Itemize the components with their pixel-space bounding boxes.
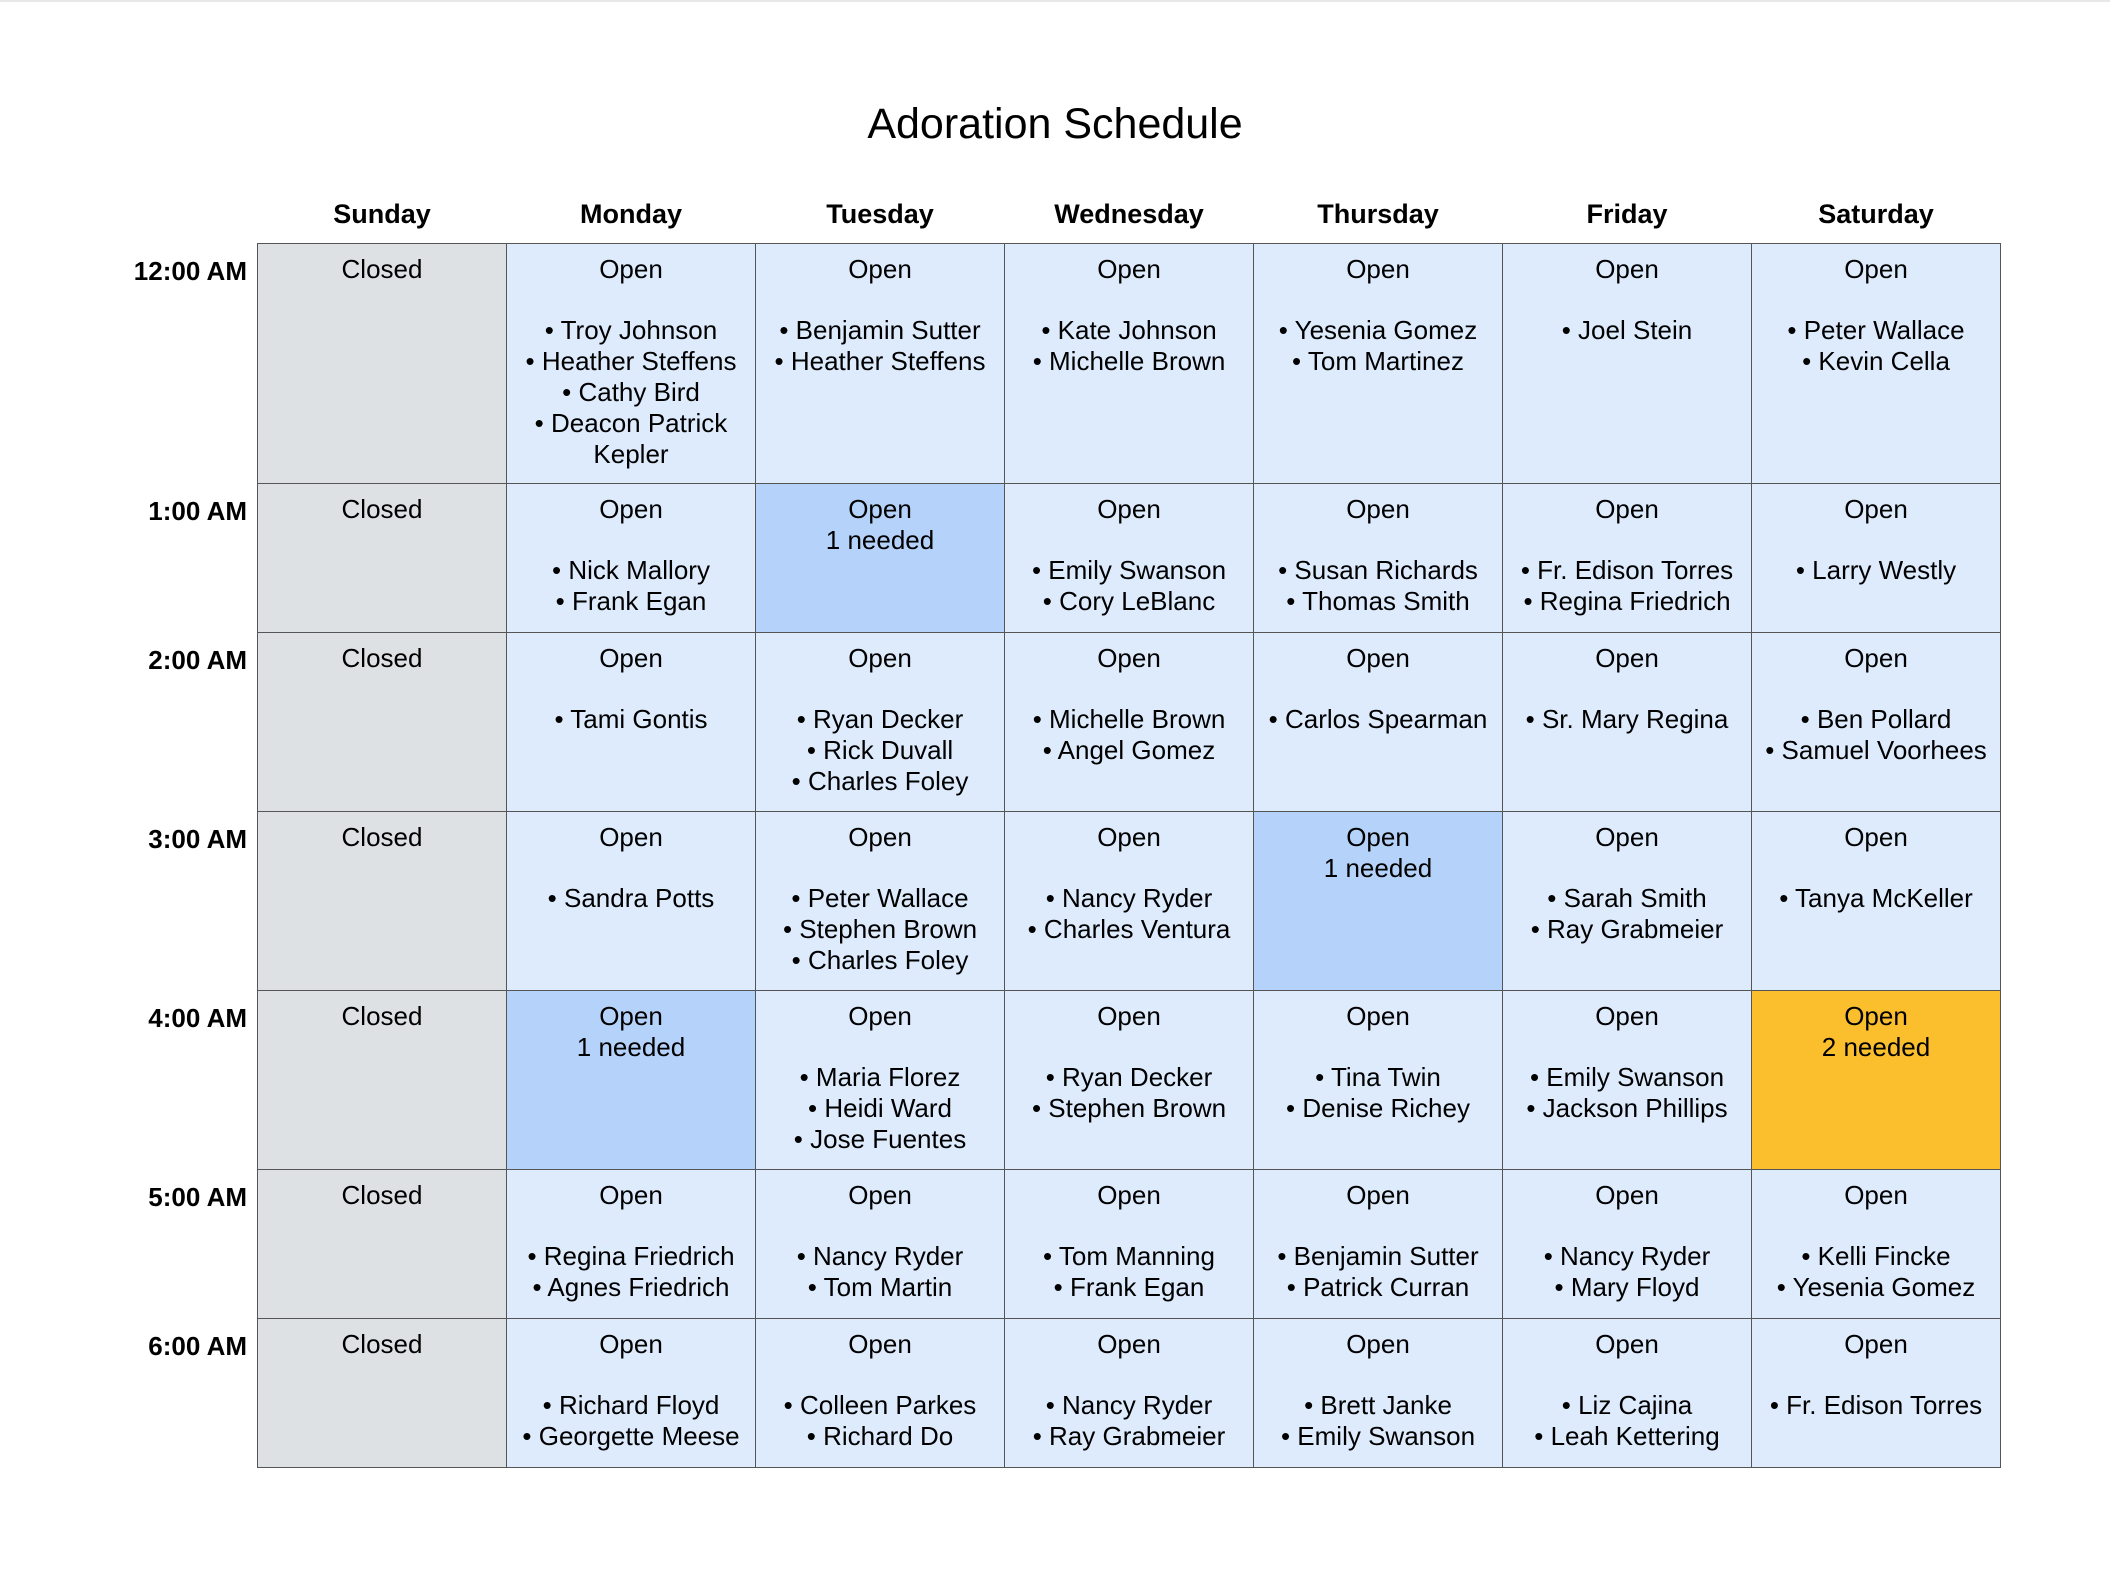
slot-status: Open xyxy=(1097,1001,1161,1031)
adorer-name: • Charles Foley xyxy=(791,766,969,796)
slot-status: Open xyxy=(1844,254,1908,284)
slot-cell-sunday xyxy=(258,484,507,633)
slot-status: Open xyxy=(1346,1329,1410,1359)
slot-cell-monday xyxy=(507,991,756,1170)
slot-spacer xyxy=(1258,525,1498,555)
slot-spacer xyxy=(760,1032,1000,1062)
adorer-name: • Yesenia Gomez xyxy=(1278,315,1478,345)
slot-status: Open xyxy=(1595,494,1659,524)
slot-cell-friday xyxy=(1503,633,1752,812)
slot-status: Open xyxy=(848,1001,912,1031)
slot-cell-tuesday xyxy=(756,991,1005,1170)
slot-status: Open xyxy=(599,822,663,852)
slot-cell-saturday xyxy=(1752,991,2001,1170)
slot-status: Open xyxy=(1844,643,1908,673)
slot-cell-tuesday xyxy=(756,633,1005,812)
slot-status: Closed xyxy=(341,1329,423,1359)
slot-spacer xyxy=(1507,1032,1747,1062)
slot-spacer xyxy=(511,1360,751,1390)
slot-cell-thursday xyxy=(1254,633,1503,812)
slot-status: Open xyxy=(1346,1001,1410,1031)
adorer-name: • Regina Friedrich xyxy=(527,1241,735,1271)
adorer-name: • Tina Twin xyxy=(1315,1062,1441,1092)
slot-cell-wednesday xyxy=(1005,244,1254,484)
adorer-name: • Nancy Ryder xyxy=(1045,1390,1213,1420)
adorer-name: • Tanya McKeller xyxy=(1779,883,1973,913)
adorer-name: • Benjamin Sutter xyxy=(1277,1241,1479,1271)
time-row xyxy=(107,633,2001,812)
adorer-name: • Stephen Brown xyxy=(782,914,978,944)
slot-spacer xyxy=(1507,674,1747,704)
slot-spacer xyxy=(511,674,751,704)
slot-spacer xyxy=(1009,1032,1249,1062)
time-label: 6:00 AM xyxy=(148,1330,247,1361)
slot-spacer xyxy=(1756,853,1996,883)
adorer-name: • Ben Pollard xyxy=(1800,704,1952,734)
slot-cell-monday xyxy=(507,484,756,633)
slot-spacer xyxy=(1009,853,1249,883)
slot-status: Open xyxy=(1844,494,1908,524)
adorer-name: • Deacon Patrick Kepler xyxy=(534,408,728,469)
adorer-name: • Maria Florez xyxy=(799,1062,961,1092)
adorer-name: • Regina Friedrich xyxy=(1523,586,1731,616)
slot-status: Open xyxy=(599,254,663,284)
adorer-name: • Ryan Decker xyxy=(796,704,964,734)
slot-status: Open xyxy=(1097,643,1161,673)
slot-cell-thursday xyxy=(1254,812,1503,991)
slot-status: Open xyxy=(1097,822,1161,852)
slot-spacer xyxy=(1009,525,1249,555)
slot-status: Open xyxy=(1097,494,1161,524)
adorer-name: • Mary Floyd xyxy=(1554,1272,1700,1302)
adorer-name: • Yesenia Gomez xyxy=(1776,1272,1976,1302)
slot-cell-sunday xyxy=(258,633,507,812)
slot-status: Open xyxy=(1844,1329,1908,1359)
slot-spacer xyxy=(1756,285,1996,315)
slot-spacer xyxy=(1507,1360,1747,1390)
slot-status: Open xyxy=(1595,254,1659,284)
slot-cell-friday xyxy=(1503,1319,1752,1468)
slot-cell-sunday xyxy=(258,812,507,991)
slot-status: Open xyxy=(848,254,912,284)
slot-spacer xyxy=(511,525,751,555)
adorer-name: • Charles Foley xyxy=(791,945,969,975)
time-label: 2:00 AM xyxy=(148,644,247,675)
time-label: 4:00 AM xyxy=(148,1002,247,1033)
slot-spacer xyxy=(1258,1032,1498,1062)
slot-status: Open xyxy=(599,1329,663,1359)
adorer-name: • Peter Wallace xyxy=(1787,315,1965,345)
adorer-name: • Emily Swanson xyxy=(1280,1421,1476,1451)
slot-spacer xyxy=(1756,525,1996,555)
adorer-name: • Tom Martin xyxy=(807,1272,953,1302)
time-label: 1:00 AM xyxy=(148,495,247,526)
slot-spacer xyxy=(511,853,751,883)
slot-status: Open xyxy=(1595,822,1659,852)
slot-status: Open xyxy=(1595,1329,1659,1359)
slot-cell-sunday xyxy=(258,991,507,1170)
day-header-row xyxy=(107,190,2001,244)
slot-spacer xyxy=(1507,525,1747,555)
time-row xyxy=(107,244,2001,484)
slot-cell-friday xyxy=(1503,484,1752,633)
slot-spacer xyxy=(1258,1360,1498,1390)
slot-spacer xyxy=(760,285,1000,315)
slot-status: Open xyxy=(848,822,912,852)
adorer-name: • Frank Egan xyxy=(555,586,707,616)
adorer-name: • Cathy Bird xyxy=(562,377,700,407)
slot-spacer xyxy=(1009,674,1249,704)
adorer-name: • Ryan Decker xyxy=(1045,1062,1213,1092)
day-header-saturday: Saturday xyxy=(1818,199,1934,229)
day-header-tuesday: Tuesday xyxy=(826,199,934,229)
time-row xyxy=(107,812,2001,991)
slot-cell-thursday xyxy=(1254,1319,1503,1468)
adorer-name: • Tami Gontis xyxy=(554,704,708,734)
slot-cell-thursday xyxy=(1254,244,1503,484)
adorer-name: • Leah Kettering xyxy=(1534,1421,1720,1451)
time-row xyxy=(107,484,2001,633)
adorer-name: • Nancy Ryder xyxy=(1045,883,1213,913)
adorer-name: • Samuel Voorhees xyxy=(1765,735,1987,765)
slot-spacer xyxy=(760,853,1000,883)
time-label: 3:00 AM xyxy=(148,823,247,854)
adorer-name: • Nancy Ryder xyxy=(1543,1241,1711,1271)
adorer-name: • Kelli Fincke xyxy=(1801,1241,1951,1271)
slot-status: Closed xyxy=(341,1001,423,1031)
slot-needed-count: 1 needed xyxy=(576,1032,686,1062)
page-top-edge xyxy=(0,0,2110,2)
page-title: Adoration Schedule xyxy=(867,100,1243,148)
slot-status: Open xyxy=(599,643,663,673)
day-header-sunday: Sunday xyxy=(333,199,431,229)
slot-spacer xyxy=(1009,1211,1249,1241)
slot-spacer xyxy=(760,1360,1000,1390)
adorer-name: • Peter Wallace xyxy=(791,883,969,913)
time-label: 5:00 AM xyxy=(148,1181,247,1212)
adorer-name: • Liz Cajina xyxy=(1561,1390,1693,1420)
adorer-name: • Nick Mallory xyxy=(552,555,710,585)
slot-cell-wednesday xyxy=(1005,633,1254,812)
slot-status: Open xyxy=(1097,1180,1161,1210)
adorer-name: • Tom Martinez xyxy=(1292,346,1464,376)
slot-spacer xyxy=(1756,1211,1996,1241)
slot-spacer xyxy=(1507,285,1747,315)
slot-cell-saturday xyxy=(1752,244,2001,484)
adorer-name: • Stephen Brown xyxy=(1031,1093,1227,1123)
slot-spacer xyxy=(1756,1360,1996,1390)
slot-status: Open xyxy=(1595,1180,1659,1210)
slot-status: Closed xyxy=(341,822,423,852)
slot-status: Open xyxy=(1595,643,1659,673)
slot-cell-friday xyxy=(1503,812,1752,991)
slot-needed-count: 1 needed xyxy=(825,525,935,555)
slot-spacer xyxy=(1258,1211,1498,1241)
slot-cell-tuesday xyxy=(756,484,1005,633)
slot-status: Open xyxy=(1844,1180,1908,1210)
slot-status: Open xyxy=(1595,1001,1659,1031)
time-row xyxy=(107,1170,2001,1319)
slot-status: Open xyxy=(1346,254,1410,284)
adorer-name: • Patrick Curran xyxy=(1286,1272,1470,1302)
slot-status: Open xyxy=(848,494,912,524)
header-corner xyxy=(107,190,258,244)
slot-status: Open xyxy=(599,1180,663,1210)
adorer-name: • Richard Do xyxy=(806,1421,954,1451)
slot-cell-monday xyxy=(507,1170,756,1319)
slot-cell-thursday xyxy=(1254,1170,1503,1319)
slot-status: Open xyxy=(1097,1329,1161,1359)
time-row xyxy=(107,991,2001,1170)
adorer-name: • Troy Johnson xyxy=(544,315,718,345)
slot-spacer xyxy=(1258,674,1498,704)
adorer-name: • Heather Steffens xyxy=(774,346,986,376)
slot-status: Open xyxy=(1346,643,1410,673)
slot-cell-monday xyxy=(507,812,756,991)
slot-cell-wednesday xyxy=(1005,812,1254,991)
adorer-name: • Emily Swanson xyxy=(1031,555,1227,585)
slot-status: Open xyxy=(1097,254,1161,284)
adorer-name: • Susan Richards xyxy=(1278,555,1478,585)
schedule-body xyxy=(107,244,2001,1468)
adorer-name: • Heidi Ward xyxy=(808,1093,952,1123)
adorer-name: • Benjamin Sutter xyxy=(779,315,981,345)
slot-status: Closed xyxy=(341,494,423,524)
adorer-name: • Fr. Edison Torres xyxy=(1520,555,1734,585)
slot-cell-thursday xyxy=(1254,991,1503,1170)
slot-cell-monday xyxy=(507,244,756,484)
slot-status: Closed xyxy=(341,1180,423,1210)
slot-spacer xyxy=(1009,285,1249,315)
adorer-name: • Denise Richey xyxy=(1286,1093,1470,1123)
slot-cell-sunday xyxy=(258,1170,507,1319)
slot-spacer xyxy=(1756,674,1996,704)
slot-cell-monday xyxy=(507,1319,756,1468)
slot-status: Open xyxy=(599,1001,663,1031)
slot-cell-tuesday xyxy=(756,244,1005,484)
time-label: 12:00 AM xyxy=(133,255,247,286)
slot-cell-saturday xyxy=(1752,1319,2001,1468)
slot-status: Open xyxy=(848,1329,912,1359)
slot-status: Open xyxy=(848,1180,912,1210)
adorer-name: • Sr. Mary Regina xyxy=(1525,704,1729,734)
adorer-name: • Jackson Phillips xyxy=(1526,1093,1728,1123)
slot-cell-wednesday xyxy=(1005,991,1254,1170)
slot-spacer xyxy=(511,1211,751,1241)
slot-cell-tuesday xyxy=(756,1170,1005,1319)
slot-cell-saturday xyxy=(1752,1170,2001,1319)
adorer-name: • Ray Grabmeier xyxy=(1530,914,1724,944)
slot-status: Open xyxy=(1346,494,1410,524)
day-header-monday: Monday xyxy=(579,199,682,229)
adorer-name: • Richard Floyd xyxy=(542,1390,720,1420)
adorer-name: • Fr. Edison Torres xyxy=(1769,1390,1983,1420)
adorer-name: • Agnes Friedrich xyxy=(532,1272,730,1302)
slot-spacer xyxy=(1258,285,1498,315)
day-header-wednesday: Wednesday xyxy=(1054,199,1204,229)
adorer-name: • Cory LeBlanc xyxy=(1042,586,1216,616)
day-header-thursday: Thursday xyxy=(1317,199,1439,229)
slot-cell-tuesday xyxy=(756,1319,1005,1468)
slot-cell-friday xyxy=(1503,991,1752,1170)
adorer-name: • Brett Janke xyxy=(1304,1390,1452,1420)
adorer-name: • Michelle Brown xyxy=(1032,704,1226,734)
adorer-name: • Thomas Smith xyxy=(1286,586,1470,616)
adorer-name: • Ray Grabmeier xyxy=(1032,1421,1226,1451)
slot-cell-saturday xyxy=(1752,812,2001,991)
slot-spacer xyxy=(1507,1211,1747,1241)
slot-status: Open xyxy=(1346,1180,1410,1210)
slot-spacer xyxy=(1507,853,1747,883)
day-header-friday: Friday xyxy=(1586,199,1668,229)
adorer-name: • Rick Duvall xyxy=(806,735,954,765)
slot-spacer xyxy=(1009,1360,1249,1390)
slot-needed-count: 2 needed xyxy=(1821,1032,1931,1062)
adorer-name: • Frank Egan xyxy=(1053,1272,1205,1302)
adorer-name: • Larry Westly xyxy=(1795,555,1957,585)
slot-cell-sunday xyxy=(258,244,507,484)
adorer-name: • Emily Swanson xyxy=(1529,1062,1725,1092)
adorer-name: • Joel Stein xyxy=(1561,315,1693,345)
slot-status: Open xyxy=(599,494,663,524)
adorer-name: • Georgette Meese xyxy=(522,1421,740,1451)
slot-spacer xyxy=(511,285,751,315)
adorer-name: • Sandra Potts xyxy=(547,883,715,913)
slot-cell-saturday xyxy=(1752,633,2001,812)
slot-needed-count: 1 needed xyxy=(1323,853,1433,883)
slot-status: Closed xyxy=(341,643,423,673)
slot-status: Open xyxy=(1844,1001,1908,1031)
slot-cell-thursday xyxy=(1254,484,1503,633)
adorer-name: • Sarah Smith xyxy=(1547,883,1707,913)
adorer-name: • Heather Steffens xyxy=(525,346,737,376)
slot-status: Open xyxy=(1346,822,1410,852)
adorer-name: • Colleen Parkes xyxy=(783,1390,977,1420)
adorer-name: • Michelle Brown xyxy=(1032,346,1226,376)
adorer-name: • Charles Ventura xyxy=(1027,914,1231,944)
adorer-name: • Kate Johnson xyxy=(1041,315,1217,345)
adorer-name: • Tom Manning xyxy=(1043,1241,1215,1271)
schedule-table xyxy=(107,190,2001,1468)
slot-cell-wednesday xyxy=(1005,484,1254,633)
slot-spacer xyxy=(760,674,1000,704)
adorer-name: • Carlos Spearman xyxy=(1268,704,1488,734)
adorer-name: • Nancy Ryder xyxy=(796,1241,964,1271)
time-row xyxy=(107,1319,2001,1468)
adorer-name: • Jose Fuentes xyxy=(793,1124,967,1154)
slot-cell-tuesday xyxy=(756,812,1005,991)
slot-cell-saturday xyxy=(1752,484,2001,633)
adorer-name: • Angel Gomez xyxy=(1042,735,1216,765)
slot-cell-monday xyxy=(507,633,756,812)
slot-status: Open xyxy=(1844,822,1908,852)
slot-status: Open xyxy=(848,643,912,673)
slot-status: Closed xyxy=(341,254,423,284)
adorer-name: • Kevin Cella xyxy=(1802,346,1950,376)
slot-cell-wednesday xyxy=(1005,1319,1254,1468)
slot-cell-friday xyxy=(1503,244,1752,484)
slot-cell-sunday xyxy=(258,1319,507,1468)
slot-cell-wednesday xyxy=(1005,1170,1254,1319)
slot-cell-friday xyxy=(1503,1170,1752,1319)
slot-spacer xyxy=(760,1211,1000,1241)
